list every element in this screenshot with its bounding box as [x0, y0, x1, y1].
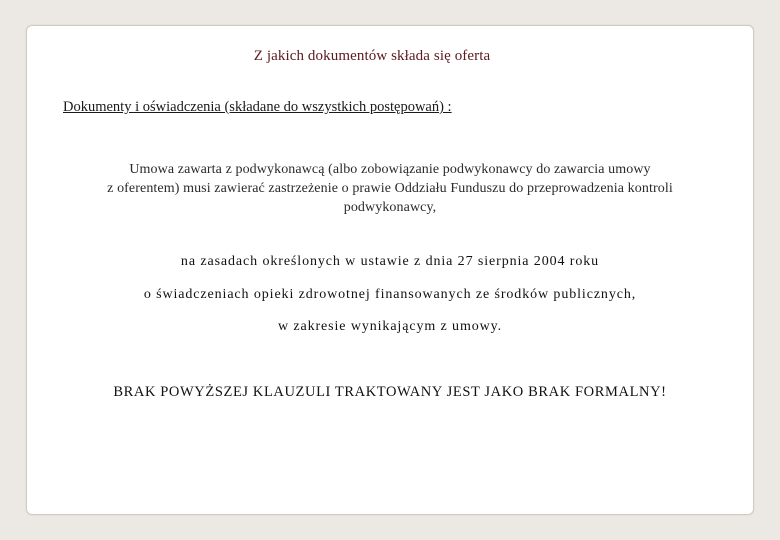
formal-defect-warning: BRAK POWYŻSZEJ KLAUZULI TRAKTOWANY JEST JAKO BRAK FORMALNY! — [113, 384, 667, 400]
slide-title: Z jakich dokumentów składa się oferta — [253, 48, 491, 64]
slide-card — [26, 25, 754, 515]
clause-line: Umowa zawarta z podwykonawcą (albo zobowiązanie podwykonawcy do zawarcia umowy — [129, 162, 651, 177]
slide-subtitle: Dokumenty i oświadczenia (składane do wszystkich postępowań) : — [63, 99, 452, 115]
clause-line: z oferentem) musi zawierać zastrzeżenie o prawie Oddziału Funduszu do przeprowadzenia kontroli — [107, 181, 673, 196]
subcontractor-clause — [27, 160, 753, 217]
clause-line: podwykonawcy, — [343, 200, 437, 215]
legal-basis-line: o świadczeniach opieki zdrowotnej finansowanych ze środków publicznych, — [143, 287, 637, 302]
legal-basis-line: w zakresie wynikającym z umowy. — [277, 319, 503, 334]
legal-basis-line: na zasadach określonych w ustawie z dnia 27 sierpnia 2004 roku — [180, 254, 600, 269]
